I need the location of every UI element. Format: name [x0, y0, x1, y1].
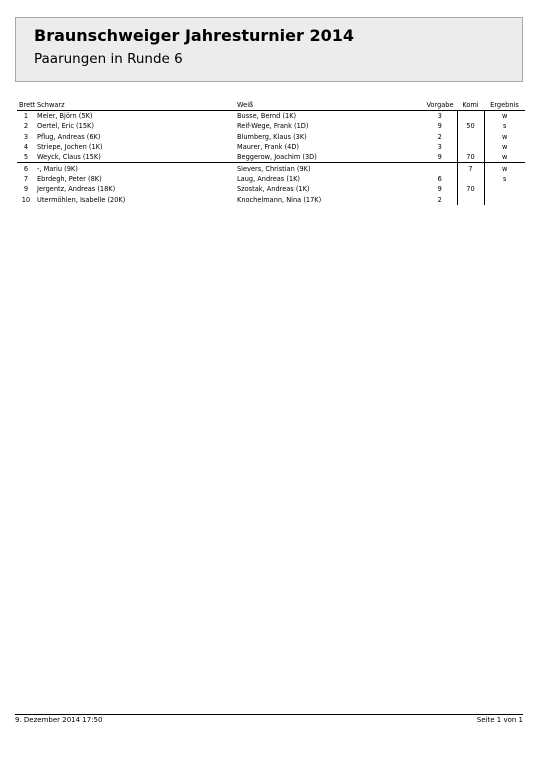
black-player-cell: Meier, Björn (5K) — [37, 112, 93, 121]
table-row — [17, 174, 525, 184]
white-player-cell: Maurer, Frank (4D) — [237, 143, 300, 152]
board-cell: 3 — [23, 132, 29, 141]
result-cell: w — [484, 152, 525, 163]
board-cell: 1 — [23, 112, 29, 121]
handicap-cell — [423, 163, 457, 174]
handicap-cell: 3 — [437, 143, 442, 152]
komi-cell: 7 — [457, 163, 484, 174]
table-row — [17, 111, 525, 122]
black-player-cell: -, Mariu (9K) — [37, 164, 78, 173]
board-cell: 10 — [21, 195, 31, 204]
column-header-white: Weiß — [235, 99, 423, 111]
white-player-cell: Busse, Bernd (1K) — [237, 112, 297, 121]
document-title: Braunschweiger Jahresturnier 2014 — [34, 26, 354, 45]
komi-cell — [457, 132, 484, 142]
table-header-row — [17, 99, 525, 111]
board-cell: 9 — [23, 185, 29, 194]
header-box — [15, 17, 523, 82]
board-cell: 5 — [17, 152, 35, 163]
table-row — [17, 184, 525, 194]
white-player-cell: Sievers, Christian (9K) — [237, 164, 311, 173]
handicap-cell: 9 — [437, 122, 442, 131]
handicap-cell: 2 — [437, 195, 442, 204]
black-player-cell: Utermöhlen, Isabelle (20K) — [37, 195, 126, 204]
komi-cell: 70 — [457, 184, 484, 194]
black-player-cell: Oertel, Eric (15K) — [37, 122, 94, 131]
column-header-handicap: Vorgabe — [423, 99, 457, 111]
result-cell: w — [484, 111, 525, 122]
handicap-cell: 9 — [437, 185, 442, 194]
result-cell — [484, 184, 525, 194]
table-row — [17, 163, 525, 174]
komi-cell: 50 — [457, 121, 484, 131]
column-header-komi: Komi — [457, 99, 484, 111]
komi-cell — [457, 142, 484, 152]
handicap-cell: 6 — [437, 174, 442, 183]
board-cell: 6 — [23, 164, 29, 173]
komi-cell — [457, 194, 484, 204]
white-player-cell: Blumberg, Klaus (3K) — [237, 132, 307, 141]
black-player-cell: Striepe, Jochen (1K) — [37, 143, 103, 152]
black-player-cell: Jergentz, Andreas (18K) — [37, 185, 116, 194]
result-cell — [484, 194, 525, 204]
column-header-result: Ergebnis — [484, 99, 525, 111]
result-cell: w — [484, 132, 525, 142]
white-player-cell: Beggerow, Joachim (3D) — [235, 152, 423, 163]
document-subtitle: Paarungen in Runde 6 — [34, 51, 183, 67]
white-player-cell: Szostak, Andreas (1K) — [237, 185, 310, 194]
black-player-cell: Pflug, Andreas (6K) — [37, 132, 101, 141]
komi-cell: 70 — [457, 152, 484, 163]
column-header-board: Brett — [19, 100, 35, 109]
white-player-cell: Laug, Andreas (1K) — [237, 174, 301, 183]
white-player-cell: Knochelmann, Nina (17K) — [237, 195, 322, 204]
table-row — [17, 194, 525, 204]
black-player-cell: Ebrdegh, Peter (8K) — [37, 174, 102, 183]
result-cell: s — [484, 121, 525, 131]
handicap-cell: 9 — [423, 152, 457, 163]
footer-divider — [15, 714, 523, 715]
footer-datetime: 9. Dezember 2014 17:50 — [15, 716, 103, 724]
komi-cell — [457, 111, 484, 122]
handicap-cell: 3 — [437, 112, 442, 121]
white-player-cell: Reif-Wege, Frank (1D) — [237, 122, 309, 131]
column-header-black: Schwarz — [35, 99, 235, 111]
pairings-table — [17, 99, 525, 205]
table-row — [17, 152, 525, 163]
table-row — [17, 121, 525, 131]
board-cell: 7 — [23, 174, 29, 183]
board-cell: 2 — [23, 122, 29, 131]
table-row — [17, 132, 525, 142]
result-cell: w — [484, 142, 525, 152]
table-row — [17, 142, 525, 152]
komi-cell — [457, 174, 484, 184]
board-cell: 4 — [23, 143, 29, 152]
handicap-cell: 2 — [437, 132, 442, 141]
result-cell: w — [484, 163, 525, 174]
black-player-cell: Weyck, Claus (15K) — [35, 152, 235, 163]
result-cell: s — [484, 174, 525, 184]
footer-page-number: Seite 1 von 1 — [476, 716, 523, 724]
